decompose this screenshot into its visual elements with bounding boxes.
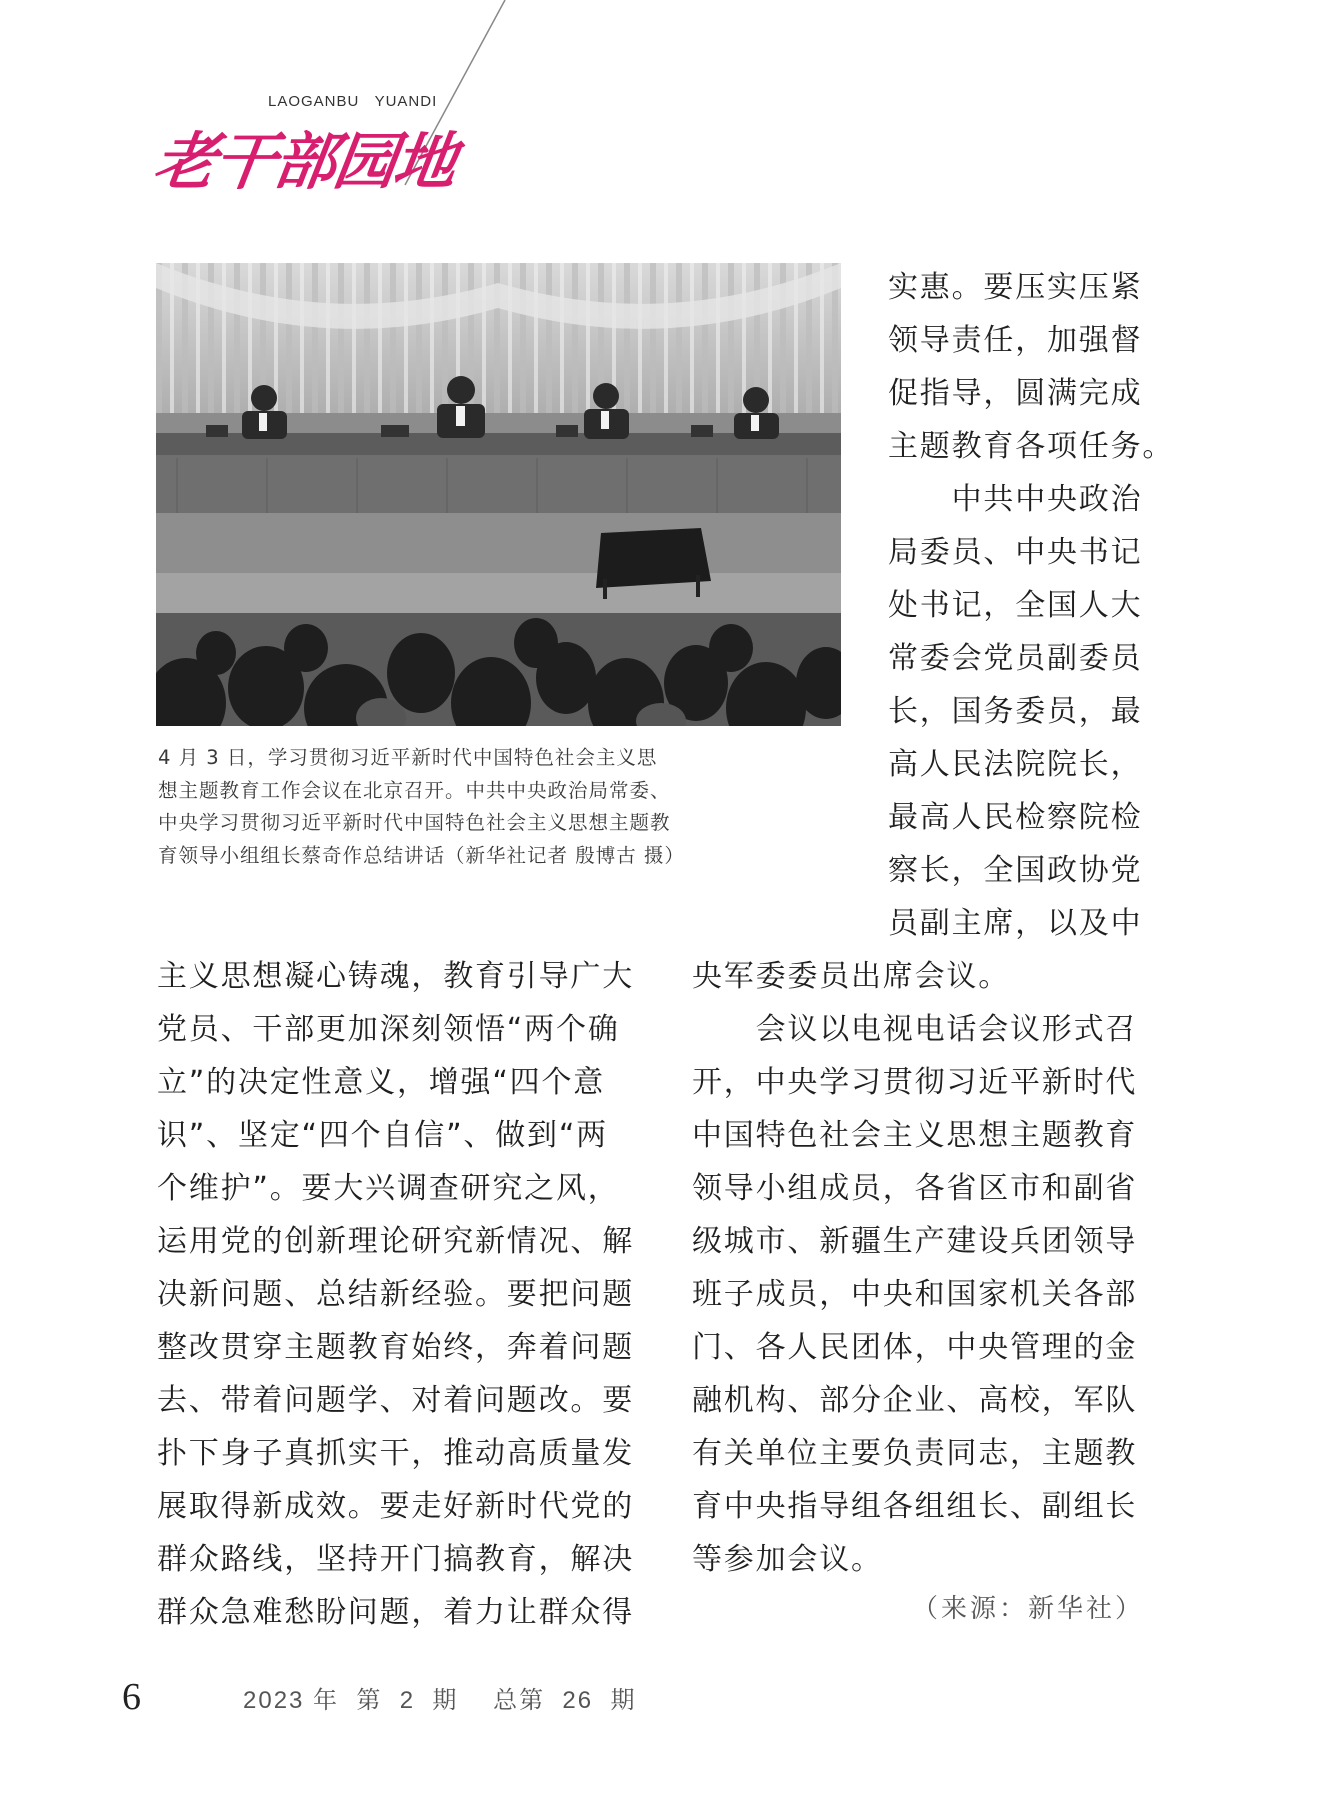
text-line: 中国特色社会主义思想主题教育 [692, 1118, 1138, 1153]
text-line: 实惠。要压实压紧 [888, 270, 1143, 305]
text-line: 党员、干部更加深刻领悟“两个确 [157, 1012, 620, 1047]
text-line: 班子成员，中央和国家机关各部 [692, 1277, 1138, 1312]
text-line: 局委员、中央书记 [888, 535, 1143, 570]
caption-line: 育领导小组组长蔡奇作总结讲话（新华社记者 殷博古 摄） [158, 843, 685, 867]
page-number: 6 [122, 1676, 141, 1718]
text-line: 会议以电视电话会议形式召 [692, 1012, 1138, 1047]
text-line: 育中央指导组各组组长、副组长 [692, 1489, 1138, 1524]
text-line: 领导小组成员，各省区市和副省 [692, 1171, 1138, 1206]
text-line: 整改贯穿主题教育始终，奔着问题 [157, 1330, 634, 1365]
text-line: 门、各人民团体，中央管理的金 [692, 1330, 1138, 1365]
photo-caption [158, 742, 848, 872]
text-line: 主义思想凝心铸魂，教育引导广大 [157, 959, 634, 994]
text-line: 有关单位主要负责同志，主题教 [692, 1436, 1138, 1471]
text-line: 运用党的创新理论研究新情况、解 [157, 1224, 634, 1259]
text-line: 长，国务委员，最 [888, 694, 1143, 729]
text-line: 员副主席，以及中 [888, 906, 1143, 941]
text-line: 个维护”。要大兴调查研究之风， [157, 1171, 620, 1206]
text-line: 处书记，全国人大 [888, 588, 1143, 623]
text-line: 高人民法院院长， [888, 747, 1143, 782]
text-line: 级城市、新疆生产建设兵团领导 [692, 1224, 1138, 1259]
issue-info: 2023 年 第 2 期 总第 26 期 [243, 1687, 637, 1714]
text-line: 融机构、部分企业、高校，军队 [692, 1383, 1138, 1418]
text-line: 中共中央政治 [888, 482, 1143, 517]
meeting-photo-icon [156, 263, 841, 726]
text-line: 决新问题、总结新经验。要把问题 [157, 1277, 634, 1312]
text-line: 群众路线，坚持开门搞教育，解决 [157, 1542, 634, 1577]
text-line: 最高人民检察院检 [888, 800, 1143, 835]
text-line: 央军委委员出席会议。 [692, 959, 1010, 994]
section-pinyin: LAOGANBU YUANDI [268, 93, 438, 110]
text-line: 展取得新成效。要走好新时代党的 [157, 1489, 634, 1524]
caption-line: 中央学习贯彻习近平新时代中国特色社会主义思想主题教 [158, 811, 671, 834]
text-line: 察长，全国政协党 [888, 853, 1143, 888]
text-line: 领导责任，加强督 [888, 323, 1143, 358]
text-line: 扑下身子真抓实干，推动高质量发 [157, 1436, 634, 1471]
text-line: 群众急难愁盼问题，着力让群众得 [157, 1595, 634, 1630]
caption-line: 4 月 3 日，学习贯彻习近平新时代中国特色社会主义思 [158, 746, 658, 769]
text-line: 开，中央学习贯彻习近平新时代 [692, 1065, 1138, 1100]
text-line: 常委会党员副委员 [888, 641, 1143, 676]
section-title-logo: 老干部园地 [149, 125, 460, 198]
meeting-photo [156, 263, 841, 726]
article-source: （来源：新华社） [912, 1594, 1145, 1624]
text-line: 促指导，圆满完成 [888, 376, 1143, 411]
text-line: 去、带着问题学、对着问题改。要 [157, 1383, 634, 1418]
text-line: 识”、坚定“四个自信”、做到“两 [157, 1118, 608, 1153]
text-line: 等参加会议。 [692, 1542, 883, 1577]
text-line: 主题教育各项任务。 [888, 429, 1175, 464]
text-line: 立”的决定性意义，增强“四个意 [157, 1065, 606, 1100]
caption-line: 想主题教育工作会议在北京召开。中共中央政治局常委、 [158, 778, 671, 802]
